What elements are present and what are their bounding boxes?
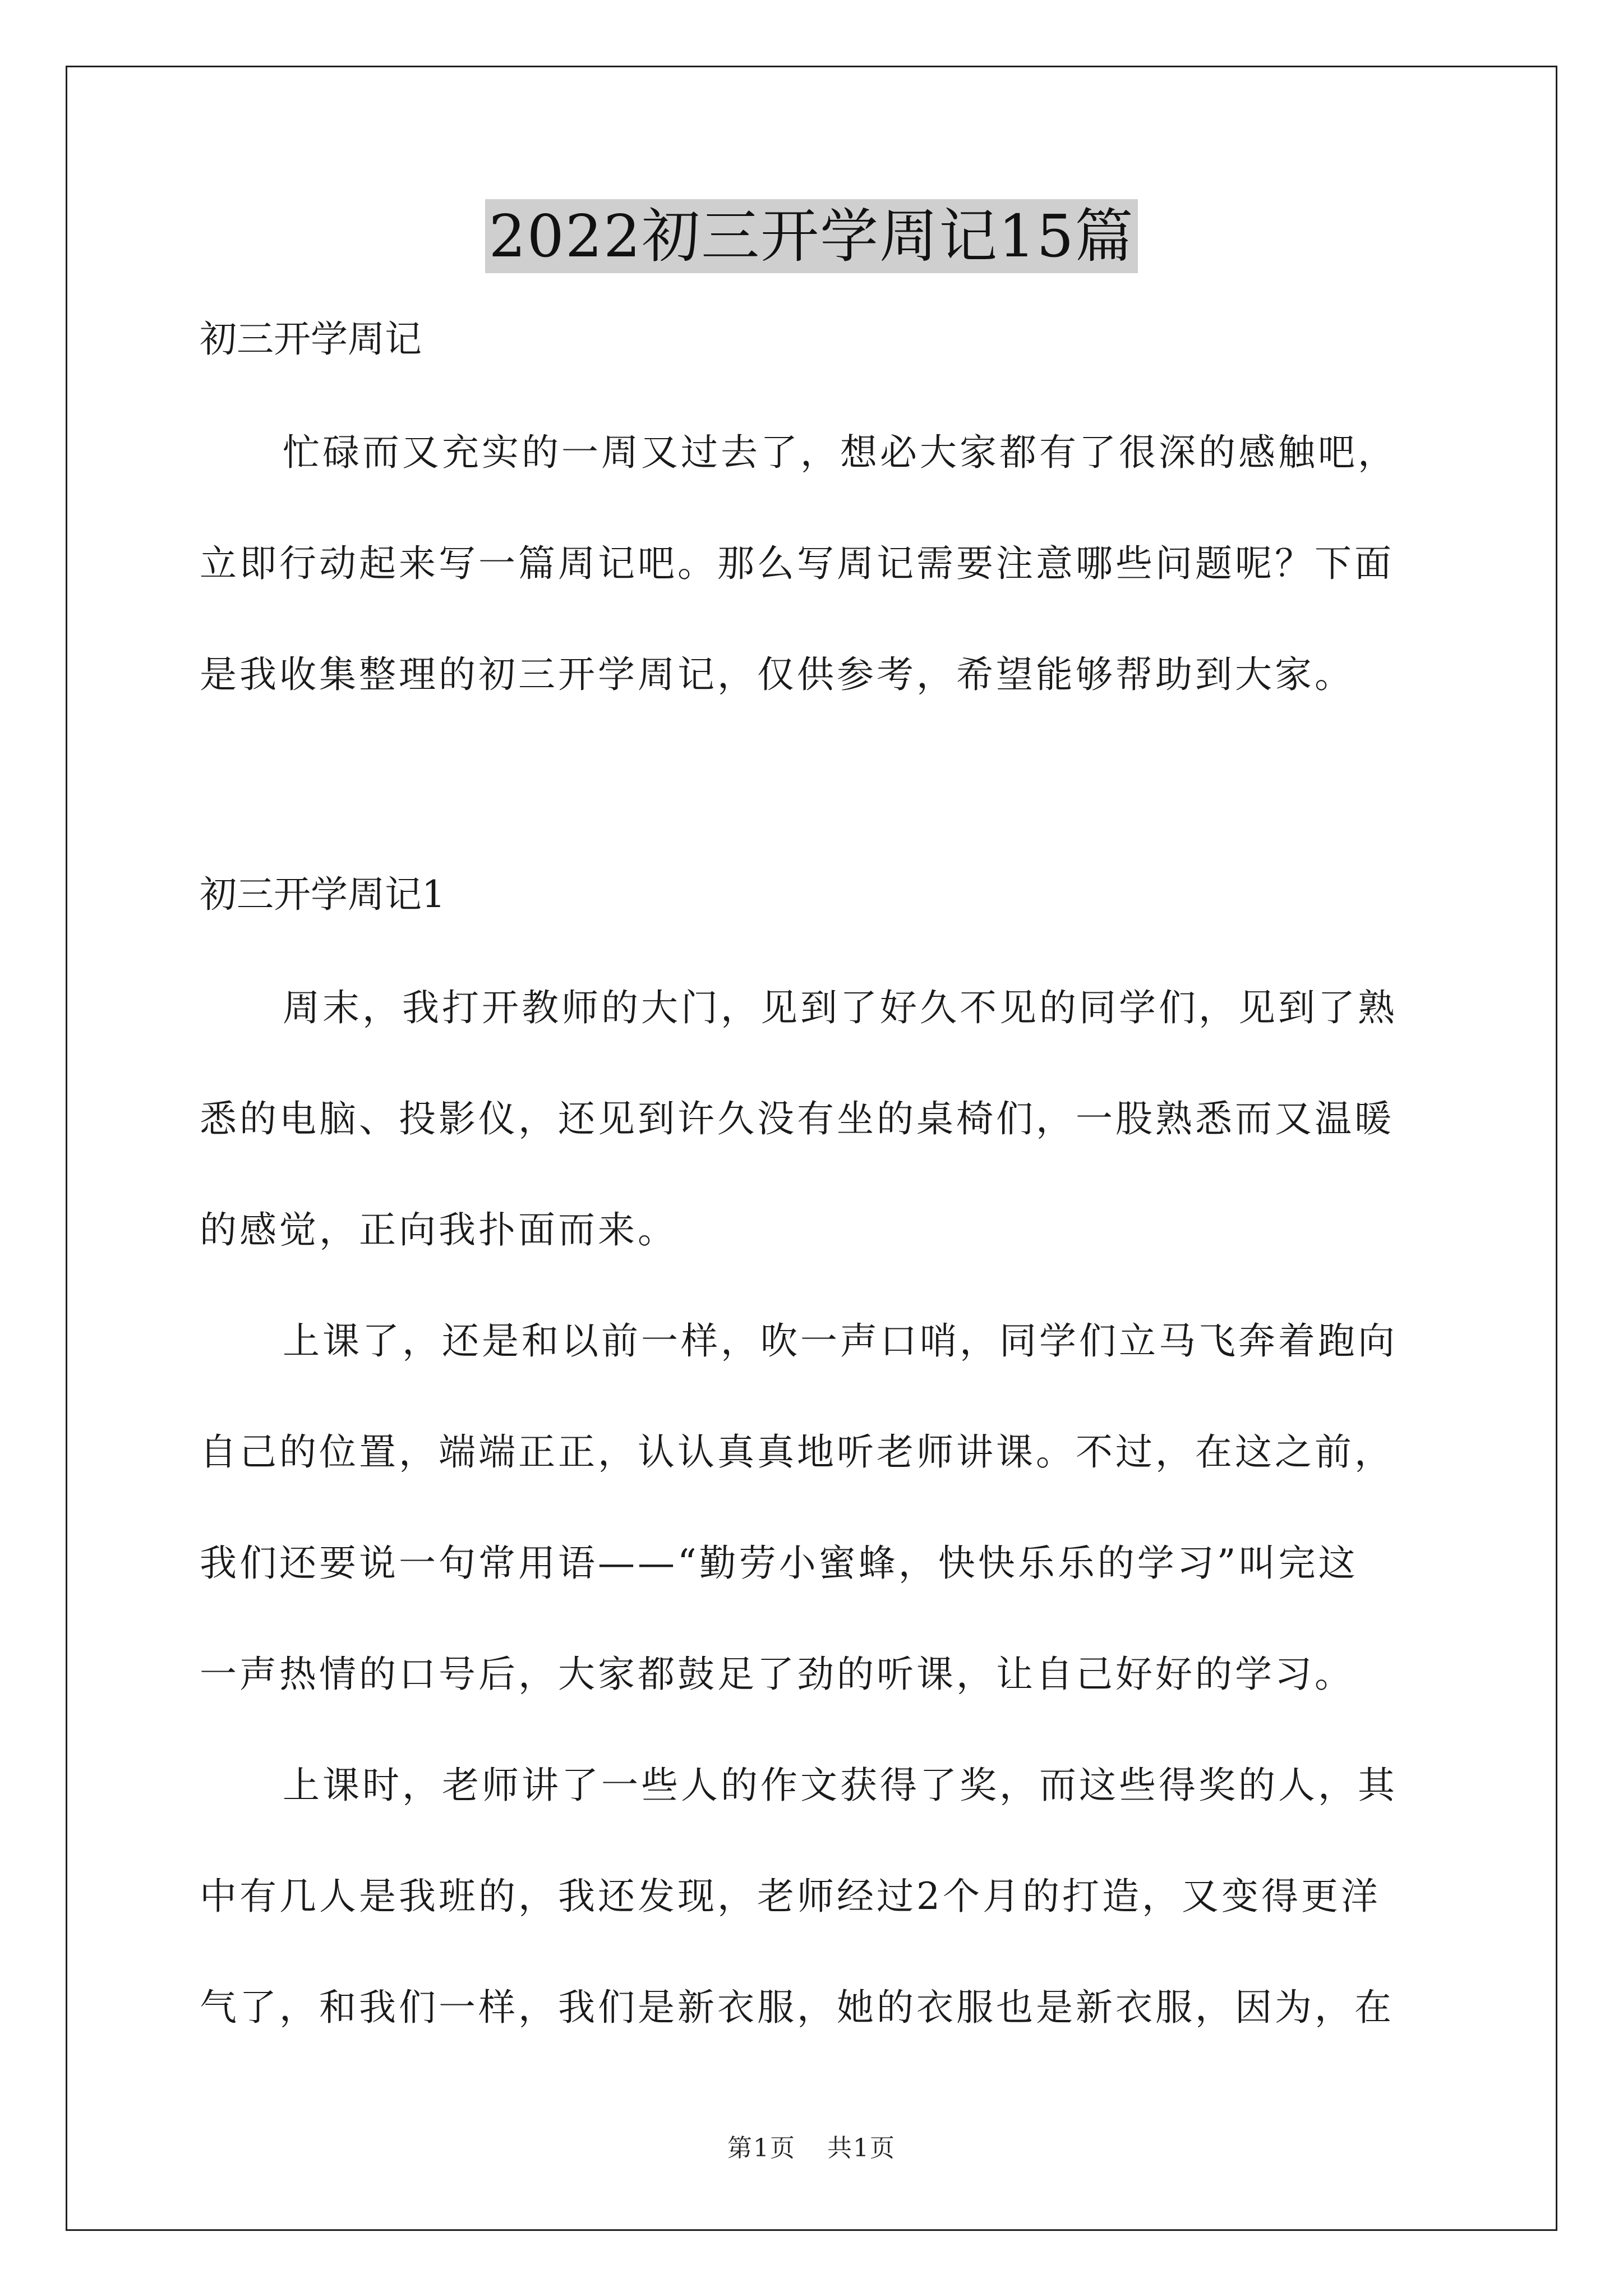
intro-heading: 初三开学周记 <box>200 318 422 361</box>
section-heading: 初三开学周记1 <box>200 873 445 916</box>
text-line: 是我收集整理的初三开学周记，仅供参考，希望能够帮助到大家。 <box>200 653 1354 696</box>
text-line: 气了，和我们一样，我们是新衣服，她的衣服也是新衣服，因为，在 <box>200 1986 1394 2029</box>
text-line: 悉的电脑、投影仪，还见到许久没有坐的桌椅们，一股熟悉而又温暖 <box>200 1097 1394 1140</box>
title-wrap <box>0 199 1623 273</box>
text-line: 立即行动起来写一篇周记吧。那么写周记需要注意哪些问题呢？下面 <box>200 542 1394 585</box>
page-footer <box>0 2132 1623 2165</box>
intro-paragraph <box>200 422 1433 756</box>
text-line: 上课时，老师讲了一些人的作文获得了奖，而这些得奖的人，其 <box>283 1764 1398 1807</box>
text-line: 我们还要说一句常用语——“勤劳小蜜蜂，快快乐乐的学习”叫完这 <box>200 1542 1358 1585</box>
text-line: 上课了，还是和以前一样，吹一声口哨，同学们立马飞奔着跑向 <box>283 1319 1398 1363</box>
document-title: 2022初三开学周记15篇 <box>485 199 1137 273</box>
section1-paragraph-2 <box>200 1311 1433 1755</box>
text-line: 周末，我打开教师的大门，见到了好久不见的同学们，见到了熟 <box>283 986 1398 1029</box>
text-line: 自己的位置，端端正正，认认真真地听老师讲课。不过，在这之前， <box>200 1430 1394 1474</box>
page-total: 共1页 <box>827 2134 896 2162</box>
text-line: 忙碌而又充实的一周又过去了，想必大家都有了很深的感触吧， <box>283 431 1398 474</box>
section1-paragraph-3 <box>200 1755 1433 2088</box>
text-line: 一声热情的口号后，大家都鼓足了劲的听课，让自己好好的学习。 <box>200 1653 1354 1696</box>
text-line: 中有几人是我班的，我还发现，老师经过2个月的打造，又变得更洋 <box>200 1875 1381 1918</box>
text-line: 的感觉，正向我扑面而来。 <box>200 1208 677 1251</box>
section1-paragraph-1 <box>200 978 1433 1311</box>
document-body <box>200 311 1433 2088</box>
page-number: 第1页 <box>727 2134 796 2162</box>
